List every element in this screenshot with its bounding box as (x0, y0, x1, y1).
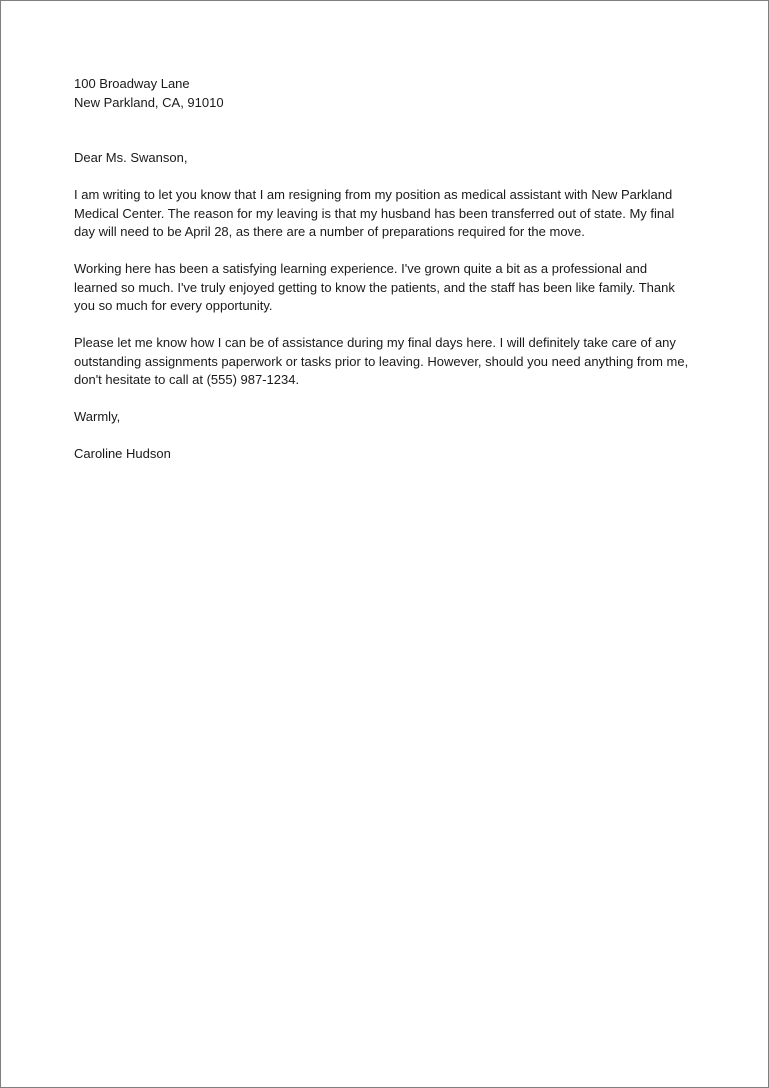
letter-body (74, 75, 694, 464)
address-line-1: 100 Broadway Lane (74, 76, 190, 91)
paragraph-resignation: I am writing to let you know that I am resigning from my position as medical assistant with New Parkland Medical Center. The reason for my leaving is that my husband has been transferred out of state. My final day will need to be April 28, as there are a number of preparations required for the move. (74, 187, 675, 239)
sender-address (74, 75, 694, 112)
paragraph-assistance: Please let me know how I can be of assistance during my final days here. I will definitely take care of any outstanding assignments paperwork or tasks prior to leaving. However, should you need anything from me, don't hesitate to call at (555) 987-1234. (74, 335, 689, 387)
paragraph-experience: Working here has been a satisfying learning experience. I've grown quite a bit as a professional and learned so much. I've truly enjoyed getting to know the patients, and the staff has been like family. Thank you so much for every opportunity. (74, 261, 675, 313)
closing: Warmly, (74, 409, 121, 424)
salutation: Dear Ms. Swanson, (74, 150, 188, 165)
signature-name: Caroline Hudson (74, 446, 171, 461)
address-line-2: New Parkland, CA, 91010 (74, 94, 224, 110)
